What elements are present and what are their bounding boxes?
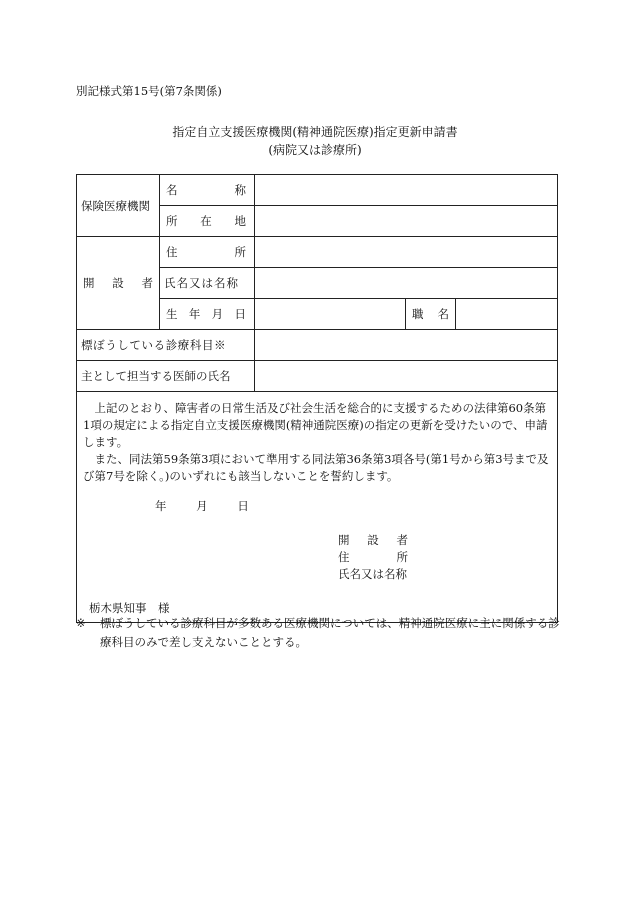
physician-field[interactable] xyxy=(255,361,558,392)
departments-field[interactable] xyxy=(255,330,558,361)
label-char: 名 xyxy=(437,307,449,321)
row-declaration xyxy=(77,392,558,623)
signature-address-label xyxy=(338,549,408,566)
label-char: 住 xyxy=(338,550,350,564)
date-year-label: 年 xyxy=(155,499,167,513)
row-institution-name xyxy=(77,175,558,206)
label-char: 称 xyxy=(234,183,246,197)
label-char: 所 xyxy=(396,550,408,564)
job-title-label xyxy=(406,299,456,330)
birthdate-field[interactable] xyxy=(255,299,406,330)
declaration-cell xyxy=(77,392,558,623)
name-label xyxy=(160,175,255,206)
row-departments xyxy=(77,330,558,361)
document-subtitle: (病院又は診療所) xyxy=(268,143,362,157)
institution-name-field[interactable] xyxy=(255,175,558,206)
job-title-field[interactable] xyxy=(456,299,558,330)
signature-name-label: 氏名又は名称 xyxy=(338,567,407,581)
date-line xyxy=(155,498,551,514)
note-text: 標ぼうしている診療科目が多数ある医療機関については、精神通院医療に主に関係する診療科目のみで差し支えないこととする。 xyxy=(100,616,560,649)
date-day-label: 日 xyxy=(237,499,249,513)
row-founder-address xyxy=(77,237,558,268)
label-char: 年 xyxy=(188,307,201,321)
birthdate-label xyxy=(160,299,255,330)
founder-name-label: 氏名又は名称 xyxy=(160,268,255,299)
declaration-paragraph-2: また、同法第59条第3項において準用する同法第36条第3項各号(第1号から第3号まで及び第7号を除く。)のいずれにも該当しないことを誓約します。 xyxy=(83,452,549,483)
addressee: 栃木県知事 様 xyxy=(89,601,170,615)
document-title: 指定自立支援医療機関(精神通院医療)指定更新申請書 xyxy=(172,125,458,139)
label-char: 設 xyxy=(112,276,124,290)
founder-address-field[interactable] xyxy=(255,237,558,268)
address-label xyxy=(160,237,255,268)
label-char: 者 xyxy=(141,276,153,290)
row-physician xyxy=(77,361,558,392)
location-label xyxy=(160,206,255,237)
founder-name-field[interactable] xyxy=(255,268,558,299)
label-char: 者 xyxy=(396,533,408,547)
founder-label xyxy=(77,237,160,330)
label-char: 開 xyxy=(83,276,95,290)
label-char: 在 xyxy=(200,214,212,228)
label-char: 所 xyxy=(166,214,178,228)
signature-block xyxy=(338,532,551,583)
signature-founder-label xyxy=(338,532,408,549)
physician-label: 主として担当する医師の氏名 xyxy=(77,361,255,392)
footnote xyxy=(76,614,560,652)
application-table xyxy=(76,174,558,623)
institution-location-field[interactable] xyxy=(255,206,558,237)
label-char: 月 xyxy=(211,307,224,321)
label-char: 名 xyxy=(166,183,178,197)
label-char: 地 xyxy=(234,214,246,228)
form-number: 別記様式第15号(第7条関係) xyxy=(76,84,222,98)
label-char: 所 xyxy=(234,245,246,259)
label-char: 職 xyxy=(412,307,424,321)
label-char: 住 xyxy=(166,245,178,259)
date-month-label: 月 xyxy=(196,499,208,513)
departments-label: 標ぼうしている診療科目※ xyxy=(77,330,255,361)
label-char: 設 xyxy=(367,533,379,547)
declaration-paragraph-1: 上記のとおり、障害者の日常生活及び社会生活を総合的に支援するための法律第60条第1項の規定による指定自立支援医療機関(精神通院医療)の指定の更新を受けたいので、申請します。 xyxy=(83,401,548,449)
label-char: 生 xyxy=(166,307,178,321)
label-char: 日 xyxy=(234,307,246,321)
label-char: 開 xyxy=(338,533,350,547)
note-mark: ※ xyxy=(76,616,86,630)
insurance-institution-label: 保険医療機関 xyxy=(77,175,160,237)
